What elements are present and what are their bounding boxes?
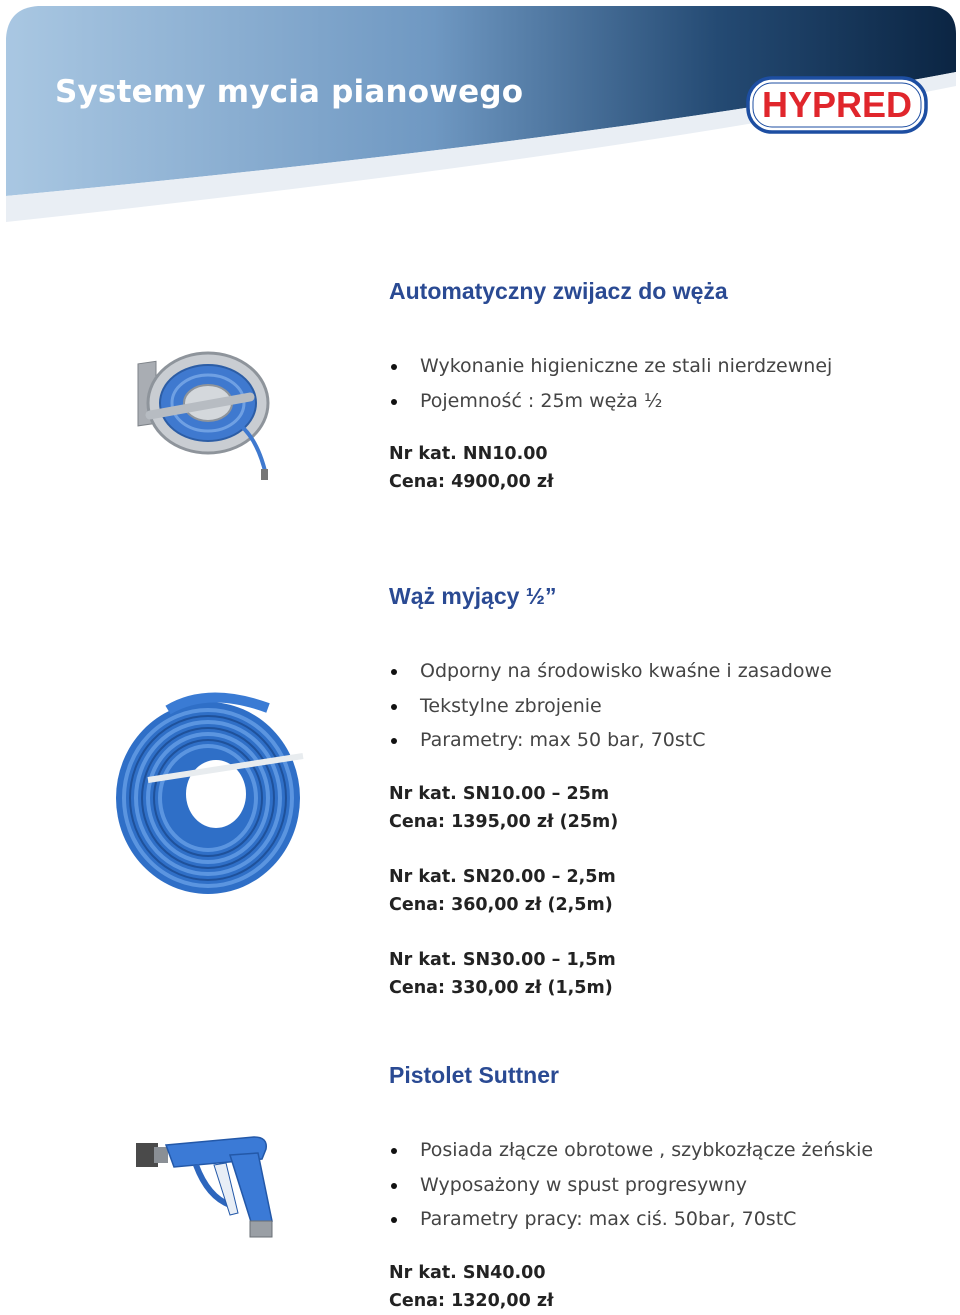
price: Cena: 1320,00 zł — [389, 1290, 554, 1311]
catalog-number: Nr kat. SN40.00 — [389, 1262, 546, 1283]
feature-item: Pojemność : 25m węża ½ — [389, 384, 960, 419]
catalog-number: Nr kat. SN20.00 – 2,5m — [389, 866, 616, 887]
hose-reel-image — [130, 345, 280, 490]
section-spray-gun — [389, 1061, 960, 1315]
feature-item: Wyposażony w spust progresywny — [389, 1168, 960, 1203]
hypred-logo — [746, 76, 928, 134]
feature-item: Parametry: max 50 bar, 70stC — [389, 723, 960, 758]
catalog-number: Nr kat. NN10.00 — [389, 444, 548, 464]
section-hose — [389, 582, 960, 1002]
catalog-number: Nr kat. SN10.00 – 25m — [389, 783, 610, 804]
feature-list — [389, 349, 960, 418]
price: Cena: 4900,00 zł — [389, 472, 554, 492]
hose-coil-image — [108, 690, 308, 905]
feature-item: Wykonanie higieniczne ze stali nierdzewnej — [389, 349, 960, 384]
feature-list — [389, 654, 960, 758]
spray-gun-image — [134, 1135, 274, 1245]
price: Cena: 1395,00 zł (25m) — [389, 811, 619, 832]
feature-item: Posiada złącze obrotowe , szybkozłącze żeńskie — [389, 1133, 960, 1168]
feature-item: Parametry pracy: max ciś. 50bar, 70stC — [389, 1202, 960, 1237]
section-title: Pistolet Suttner — [389, 1062, 559, 1088]
page-title: Systemy mycia pianowego — [55, 74, 524, 110]
feature-list — [389, 1133, 960, 1237]
price: Cena: 330,00 zł (1,5m) — [389, 977, 613, 998]
section-title: Wąż myjący ½” — [389, 583, 557, 609]
price: Cena: 360,00 zł (2,5m) — [389, 894, 613, 915]
feature-item: Tekstylne zbrojenie — [389, 689, 960, 724]
section-hose-reel — [389, 277, 960, 496]
logo-text: HYPRED — [761, 84, 913, 125]
feature-item: Odporny na środowisko kwaśne i zasadowe — [389, 654, 960, 689]
catalog-number: Nr kat. SN30.00 – 1,5m — [389, 949, 616, 970]
section-title: Automatyczny zwijacz do węża — [389, 278, 728, 304]
